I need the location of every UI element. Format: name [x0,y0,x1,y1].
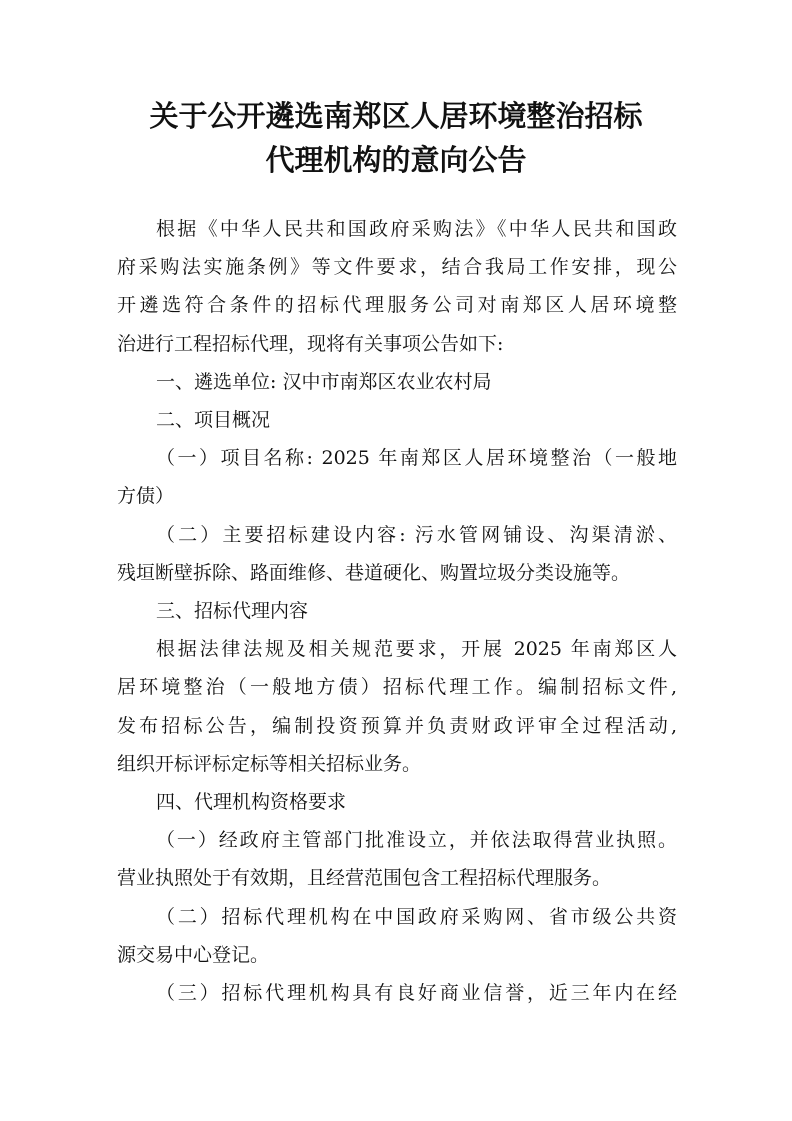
paragraph-line: （二）招标代理机构在中国政府采购网、省市级公共资 [156,905,677,928]
paragraph-line: 一、遴选单位: 汉中市南郑区农业农村局 [156,370,492,393]
paragraph-line: 根据《中华人民共和国政府采购法》《中华人民共和国政 [156,218,677,240]
paragraph-line: （一）项目名称: 2025 年南郑区人居环境整治（一般地 [156,447,677,470]
paragraph-line: 开遴选符合条件的招标代理服务公司对南郑区人居环境整 [117,294,677,317]
section-heading-selection-unit [117,363,677,401]
paragraph-agency-content [117,630,677,783]
paragraph-intro [117,210,677,363]
paragraph-project-name [117,439,677,515]
section-heading-agency-content [117,592,677,630]
paragraph-line: 居环境整治（一般地方债）招标代理工作。编制招标文件, [117,676,677,699]
paragraph-line: 方债） [117,485,175,508]
paragraph-line: 二、项目概况 [156,409,271,432]
paragraph-qualification-1 [117,821,677,897]
paragraph-line: 府采购法实施条例》等文件要求，结合我局工作安排，现公 [117,256,677,279]
paragraph-line: 治进行工程招标代理，现将有关事项公告如下: [117,332,504,355]
paragraph-line: 四、代理机构资格要求 [156,791,347,814]
paragraph-qualification-2 [117,898,677,974]
paragraph-line: 营业执照处于有效期，且经营范围包含工程招标代理服务。 [117,867,612,890]
paragraph-line: 根据法律法规及相关规范要求，开展 2025 年南郑区人 [156,638,677,661]
paragraph-line: （二）主要招标建设内容: 污水管网铺设、沟渠清淤、 [156,523,677,546]
paragraph-line: 源交易中心登记。 [117,943,270,966]
document-title [0,94,792,182]
paragraph-line: 残垣断壁拆除、路面维修、巷道硬化、购置垃圾分类设施等。 [117,561,631,584]
title-line-2: 代理机构的意向公告 [265,143,527,177]
paragraph-line: 三、招标代理内容 [156,600,309,623]
paragraph-line: 组织开标评标定标等相关招标业务。 [117,752,422,775]
paragraph-qualification-3 [117,974,677,1012]
paragraph-line: 发布招标公告，编制投资预算并负责财政评审全过程活动, [117,714,677,737]
paragraph-construction-content [117,516,677,592]
paragraph-line: （一）经政府主管部门批准设立，并依法取得营业执照。 [156,829,677,852]
paragraph-line: （三）招标代理机构具有良好商业信誉，近三年内在经 [156,982,677,1005]
section-heading-qualification [117,783,677,821]
section-heading-project-overview [117,401,677,439]
document-body [117,210,677,1012]
title-line-1: 关于公开遴选南郑区人居环境整治招标 [149,99,643,133]
